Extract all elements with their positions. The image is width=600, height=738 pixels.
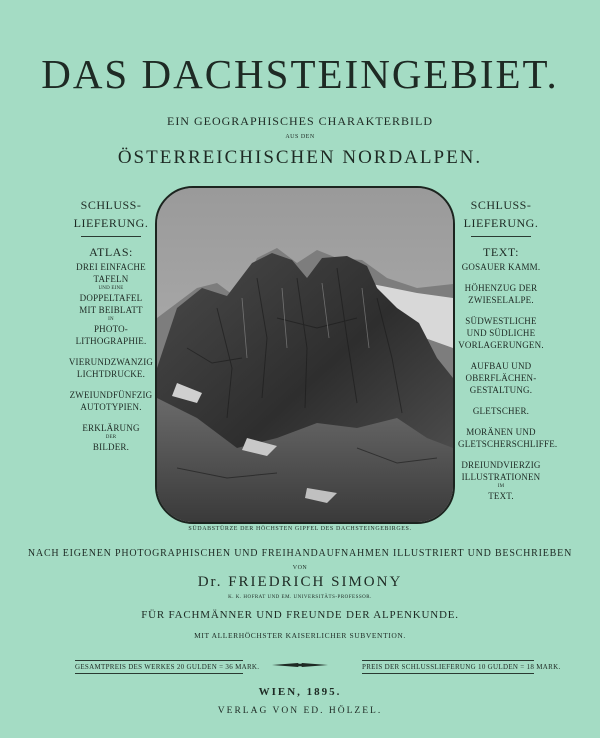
left-item: TAFELN [93, 274, 129, 284]
author-name: Dr. FRIEDRICH SIMONY [197, 574, 403, 590]
book-subtitle: EIN GEOGRAPHISCHES CHARAKTERBILD [166, 114, 433, 128]
left-section: ATLAS: [89, 245, 133, 259]
right-item: TEXT. [488, 491, 514, 501]
author-title: K. K. HOFRAT UND EM. UNIVERSITÄTS-PROFESSOR. [228, 595, 372, 600]
total-price: GESAMTPREIS DES WERKES 20 GULDEN = 36 MARK. [75, 660, 243, 674]
right-divider [471, 236, 531, 237]
left-item: VIERUNDZWANZIG [68, 357, 154, 367]
subtitle-connector: AUS DEN [285, 134, 315, 140]
right-item: GLETSCHER. [472, 406, 530, 416]
left-item: ERKLÄRUNG [82, 423, 140, 433]
left-item: LITHOGRAPHIE. [75, 336, 147, 346]
left-item: ZWEIUNDFÜNFZIG [69, 390, 153, 400]
right-heading-1: SCHLUSS- [470, 198, 532, 212]
right-item: OBERFLÄCHEN- [465, 373, 537, 383]
left-item: DREI EINFACHE [76, 262, 146, 272]
right-item: MORÄNEN UND [466, 427, 536, 437]
right-section: TEXT: [483, 245, 519, 259]
left-item: MIT BEIBLATT [79, 305, 143, 315]
left-item: IN [108, 317, 114, 322]
left-item: LICHTDRUCKE. [76, 369, 146, 379]
audience-line: FÜR FACHMÄNNER UND FREUNDE DER ALPENKUNDE. [141, 609, 459, 621]
right-item: UND SÜDLICHE [466, 328, 536, 338]
book-region: ÖSTERREICHISCHEN NORDALPEN. [117, 147, 483, 168]
right-item: GOSAUER KAMM. [461, 262, 541, 272]
left-heading-2: LIEFERUNG. [73, 216, 149, 230]
illustration-caption: SÜDABSTÜRZE DER HÖCHSTEN GIPFEL DES DACHSTEINGEBIRGES. [188, 526, 412, 532]
right-item: IM [497, 484, 505, 489]
right-column [458, 196, 558, 502]
right-heading-2: LIEFERUNG. [463, 216, 539, 230]
subvention-line: MIT ALLERHÖCHSTER KAISERLICHER SUBVENTION. [194, 631, 406, 640]
left-item: PHOTO- [93, 324, 129, 334]
place-and-year: WIEN, 1895. [258, 686, 342, 698]
left-column [64, 196, 158, 453]
left-divider [81, 236, 141, 237]
mountain-illustration [155, 186, 455, 524]
left-item: BILDER. [92, 442, 130, 452]
left-heading-1: SCHLUSS- [80, 198, 142, 212]
left-item: AUTOTYPIEN. [80, 402, 142, 412]
right-item: DREIUNDVIERZIG [461, 460, 541, 470]
ornament-icon [270, 659, 330, 671]
right-item: ZWIESELALPE. [468, 295, 534, 305]
right-item: ILLUSTRATIONEN [461, 472, 541, 482]
by-word: VON [292, 565, 308, 571]
right-item: GLETSCHERSCHLIFFE. [458, 439, 558, 449]
final-delivery-price: PREIS DER SCHLUSSLIEFERUNG 10 GULDEN = 18 MARK. [362, 660, 534, 674]
right-item: VORLAGERUNGEN. [458, 340, 544, 350]
illustration-credit: NACH EIGENEN PHOTOGRAPHISCHEN UND FREIHANDAUFNAHMEN ILLUSTRIERT UND BESCHRIEBEN [27, 548, 573, 559]
mountain-picture [157, 188, 453, 522]
right-item: GESTALTUNG. [469, 385, 533, 395]
right-item: AUFBAU UND [470, 361, 532, 371]
right-item: HÖHENZUG DER [464, 283, 538, 293]
left-item: DER [105, 435, 117, 440]
left-item: UND EINE [98, 286, 124, 291]
right-item: SÜDWESTLICHE [465, 316, 537, 326]
publisher: VERLAG VON ED. HÖLZEL. [217, 706, 383, 716]
book-title: DAS DACHSTEINGEBIET. [41, 51, 559, 97]
left-item: DOPPELTAFEL [79, 293, 143, 303]
